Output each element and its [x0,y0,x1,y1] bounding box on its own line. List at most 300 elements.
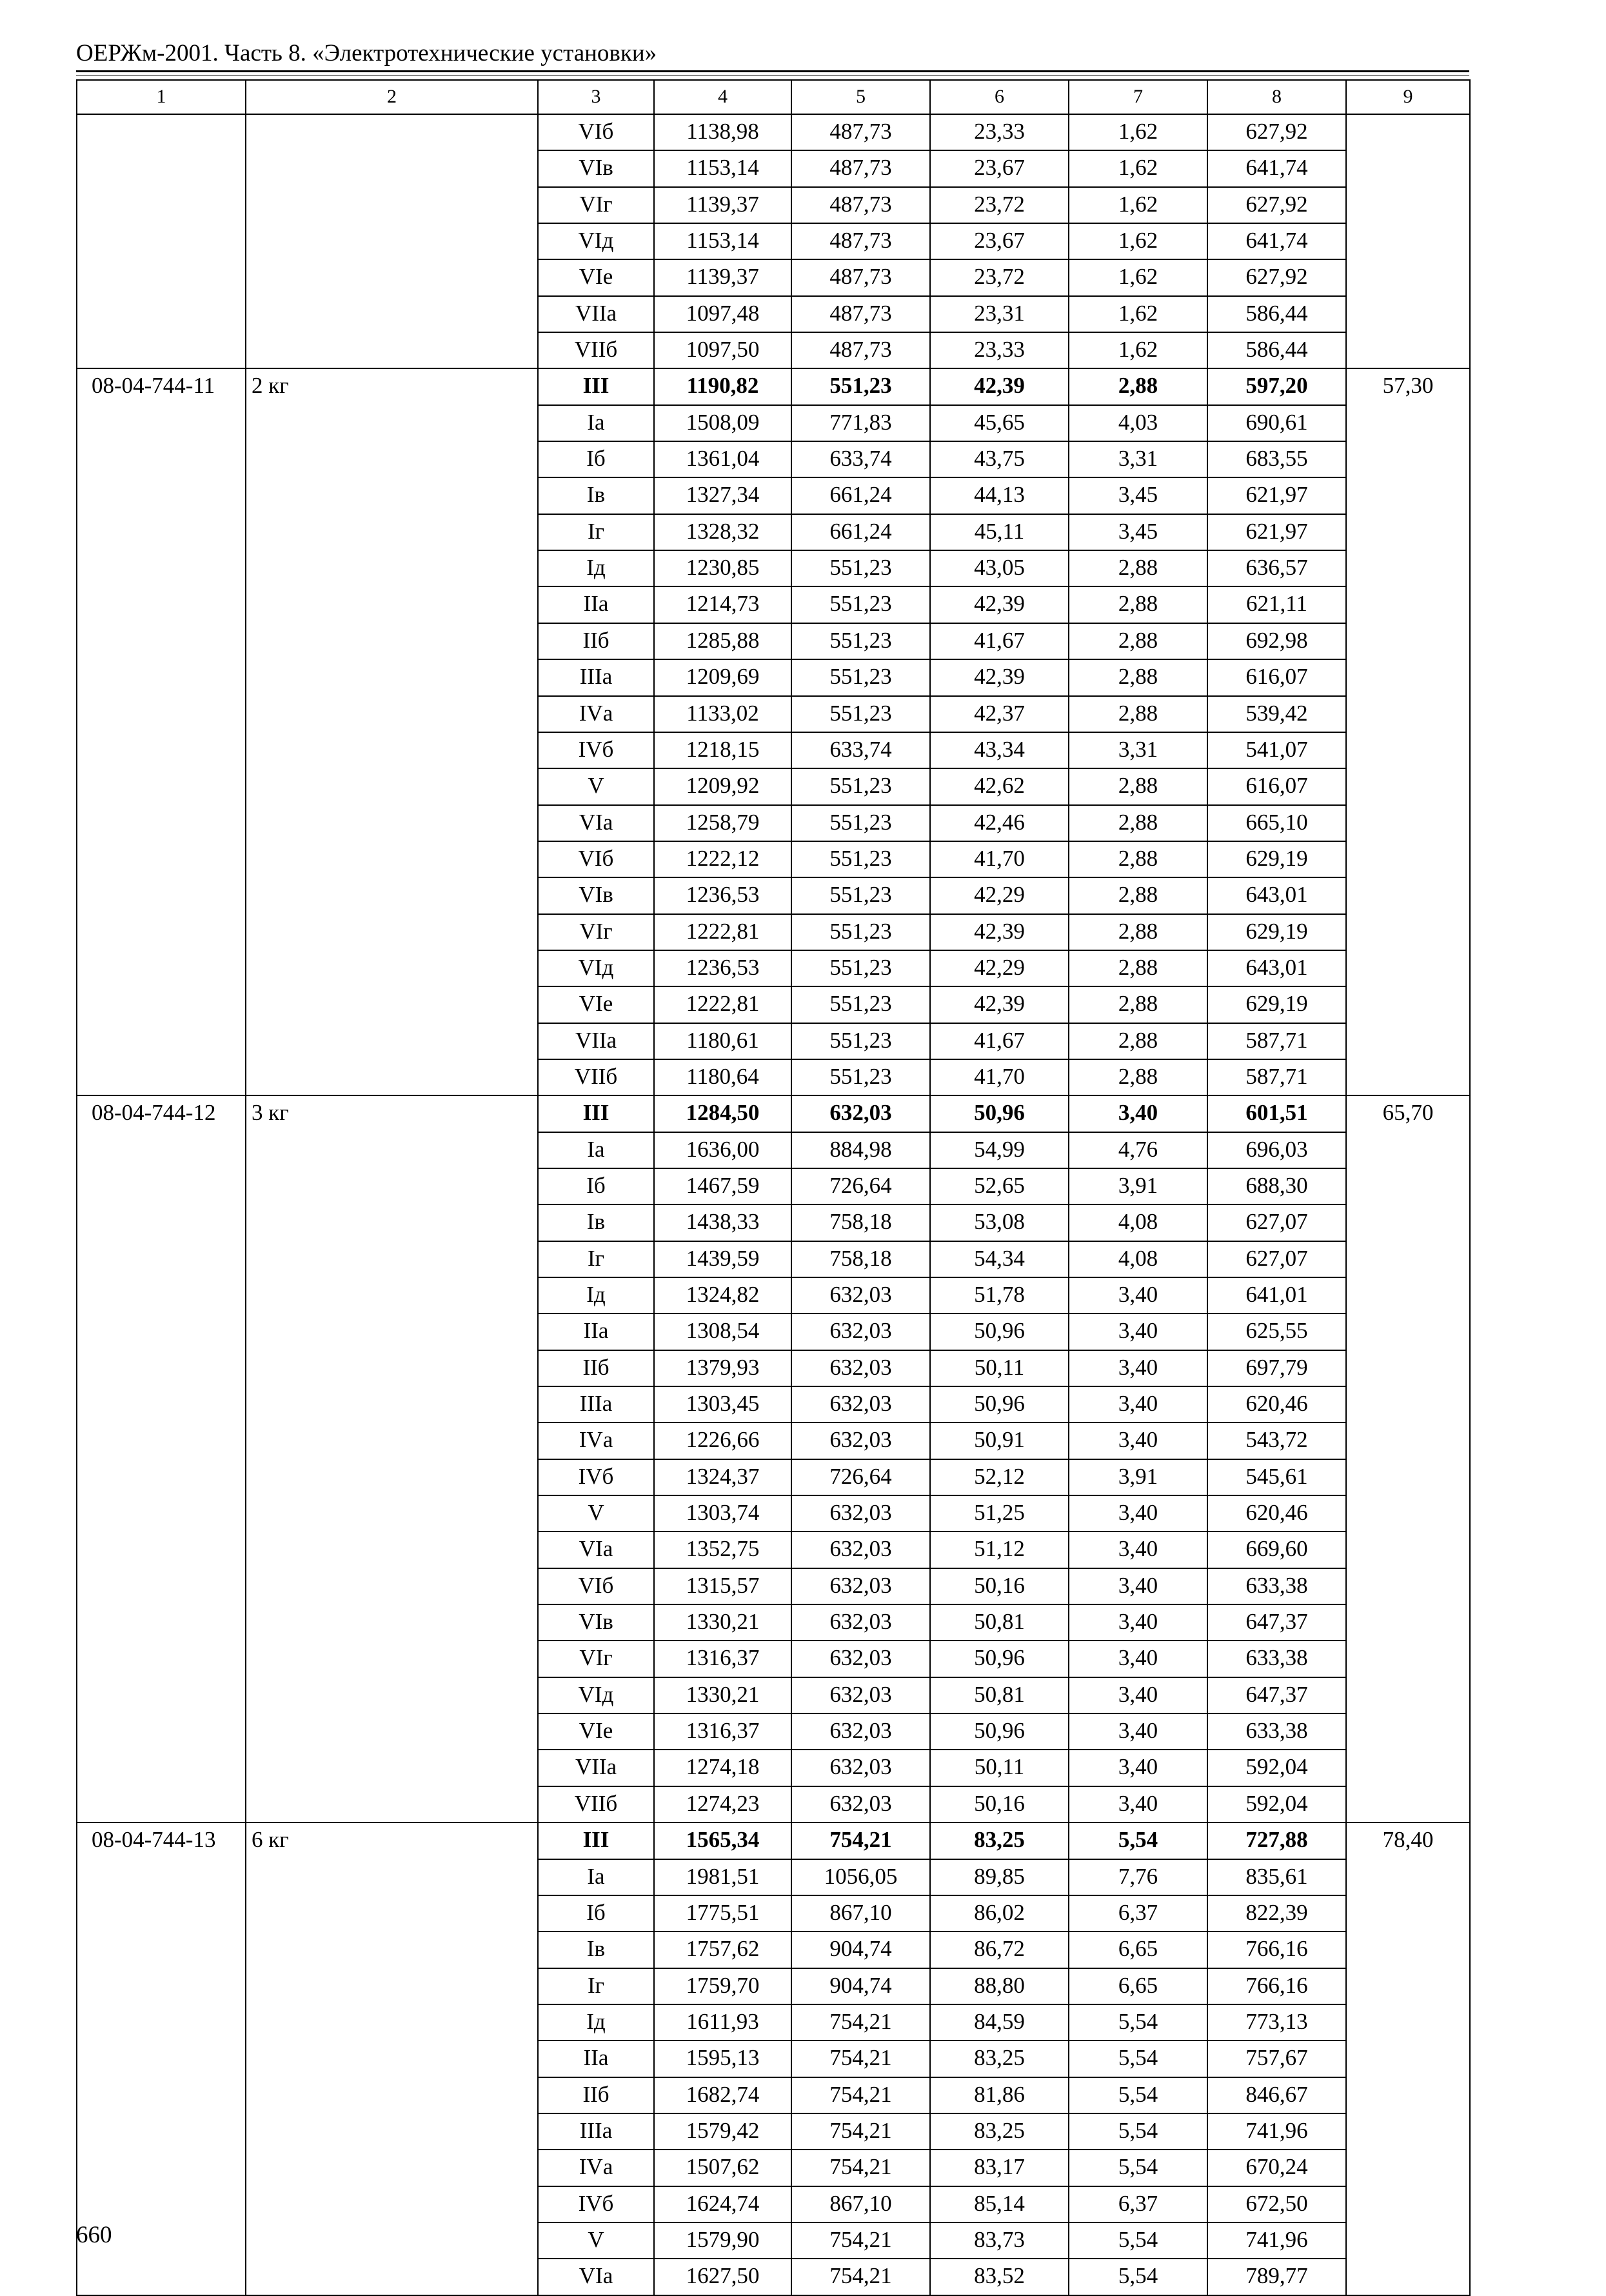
total-cost-cell: 1330,21 [654,1677,791,1713]
zone-cell: VIв [538,1604,654,1641]
total-cost-cell: 1236,53 [654,877,791,913]
extra-cost-cell [1346,2222,1470,2259]
machine-cost-cell: 23,67 [930,150,1069,186]
materials-cell: 586,44 [1207,332,1346,368]
code-cell [77,405,246,441]
zone-cell: IVб [538,2186,654,2222]
total-cost-cell: 1258,79 [654,805,791,841]
machine-cost-cell: 52,12 [930,1459,1069,1495]
machinist-wages-cell: 5,54 [1069,2077,1207,2113]
extra-cost-cell [1346,1786,1470,1822]
zone-cell: VIд [538,1677,654,1713]
table-row [77,1023,1470,1059]
wages-cell: 487,73 [791,259,930,295]
code-cell [77,1532,246,1568]
table-row [77,259,1470,295]
code-cell [77,259,246,295]
zone-cell: Iд [538,2004,654,2041]
wages-cell: 754,21 [791,2150,930,2186]
machine-cost-cell: 41,67 [930,623,1069,659]
wages-cell: 904,74 [791,1968,930,2004]
mass-cell [246,1059,538,1095]
machine-cost-cell: 50,81 [930,1677,1069,1713]
code-cell [77,586,246,623]
total-cost-cell: 1759,70 [654,1968,791,2004]
zone-cell: III [538,1822,654,1859]
materials-cell: 586,44 [1207,296,1346,332]
total-cost-cell: 1230,85 [654,550,791,586]
table-row [77,914,1470,950]
mass-cell [246,1313,538,1350]
code-cell [77,732,246,768]
table-row [77,841,1470,877]
wages-cell: 726,64 [791,1168,930,1204]
machinist-wages-cell: 2,88 [1069,659,1207,695]
table-row [77,1604,1470,1641]
extra-cost-cell [1346,1604,1470,1641]
extra-cost-cell [1346,659,1470,695]
total-cost-cell: 1379,93 [654,1350,791,1386]
machine-cost-cell: 51,78 [930,1277,1069,1313]
wages-cell: 633,74 [791,441,930,477]
materials-cell: 616,07 [1207,659,1346,695]
table-row [77,1532,1470,1568]
mass-cell [246,1677,538,1713]
total-cost-cell: 1133,02 [654,696,791,732]
wages-cell: 551,23 [791,1023,930,1059]
total-cost-cell: 1209,69 [654,659,791,695]
machine-cost-cell: 23,72 [930,187,1069,223]
machine-cost-cell: 83,25 [930,2113,1069,2150]
mass-cell [246,805,538,841]
table-row [77,2041,1470,2077]
machinist-wages-cell: 5,54 [1069,2041,1207,2077]
table-row [77,1641,1470,1677]
mass-cell [246,150,538,186]
materials-cell: 597,20 [1207,368,1346,404]
mass-cell [246,914,538,950]
materials-cell: 647,37 [1207,1604,1346,1641]
mass-cell [246,1895,538,1932]
materials-cell: 620,46 [1207,1495,1346,1532]
table-row [77,2004,1470,2041]
extra-cost-cell [1346,514,1470,550]
zone-cell: VIа [538,1532,654,1568]
total-cost-cell: 1303,74 [654,1495,791,1532]
materials-cell: 789,77 [1207,2259,1346,2295]
materials-cell: 627,07 [1207,1241,1346,1277]
mass-cell [246,950,538,986]
extra-cost-cell [1346,877,1470,913]
zone-cell: IIIа [538,659,654,695]
zone-cell: IVб [538,1459,654,1495]
machinist-wages-cell: 3,40 [1069,1095,1207,1132]
machinist-wages-cell: 2,88 [1069,1023,1207,1059]
wages-cell: 551,23 [791,550,930,586]
zone-cell: VIв [538,150,654,186]
wages-cell: 632,03 [791,1750,930,1786]
machine-cost-cell: 86,72 [930,1932,1069,1968]
extra-cost-cell [1346,1350,1470,1386]
document-title: ОЕРЖм-2001. Часть 8. «Электротехнические установки» [76,40,657,66]
code-cell [77,441,246,477]
code-cell [77,514,246,550]
mass-cell [246,1604,538,1641]
extra-cost-cell [1346,296,1470,332]
total-cost-cell: 1324,82 [654,1277,791,1313]
materials-cell: 636,57 [1207,550,1346,586]
total-cost-cell: 1139,37 [654,259,791,295]
materials-cell: 643,01 [1207,950,1346,986]
code-cell [77,1023,246,1059]
table-row [77,405,1470,441]
materials-cell: 629,19 [1207,841,1346,877]
code-cell [77,1859,246,1895]
machinist-wages-cell: 3,40 [1069,1277,1207,1313]
materials-cell: 690,61 [1207,405,1346,441]
wages-cell: 726,64 [791,1459,930,1495]
materials-cell: 643,01 [1207,877,1346,913]
table-row [77,1095,1470,1132]
materials-cell: 627,92 [1207,259,1346,295]
code-cell [77,1350,246,1386]
table-row [77,441,1470,477]
zone-cell: VIе [538,259,654,295]
code-cell [77,332,246,368]
machine-cost-cell: 50,96 [930,1386,1069,1423]
code-cell [77,1604,246,1641]
total-cost-cell: 1361,04 [654,441,791,477]
materials-cell: 697,79 [1207,1350,1346,1386]
machine-cost-cell: 43,05 [930,550,1069,586]
code-cell [77,1132,246,1168]
machine-cost-cell: 50,16 [930,1786,1069,1822]
wages-cell: 551,23 [791,914,930,950]
extra-cost-cell [1346,586,1470,623]
machinist-wages-cell: 3,31 [1069,732,1207,768]
materials-cell: 621,11 [1207,586,1346,623]
machinist-wages-cell: 3,40 [1069,1568,1207,1604]
zone-cell: Iв [538,1204,654,1241]
materials-cell: 822,39 [1207,1895,1346,1932]
mass-cell [246,1532,538,1568]
machinist-wages-cell: 2,88 [1069,768,1207,804]
price-table [76,79,1471,2296]
extra-cost-cell [1346,2150,1470,2186]
table-row [77,332,1470,368]
materials-cell: 627,92 [1207,114,1346,150]
zone-cell: IIа [538,1313,654,1350]
zone-cell: IIб [538,2077,654,2113]
machinist-wages-cell: 2,88 [1069,586,1207,623]
table-row [77,2222,1470,2259]
machinist-wages-cell: 3,40 [1069,1423,1207,1459]
materials-cell: 846,67 [1207,2077,1346,2113]
machinist-wages-cell: 6,37 [1069,1895,1207,1932]
wages-cell: 487,73 [791,114,930,150]
machinist-wages-cell: 5,54 [1069,2150,1207,2186]
table-row [77,623,1470,659]
machine-cost-cell: 86,02 [930,1895,1069,1932]
table-row [77,805,1470,841]
machinist-wages-cell: 3,45 [1069,514,1207,550]
total-cost-cell: 1579,90 [654,2222,791,2259]
mass-cell [246,1568,538,1604]
total-cost-cell: 1153,14 [654,223,791,259]
table-row [77,1423,1470,1459]
table-row [77,986,1470,1023]
zone-cell: Iа [538,405,654,441]
machinist-wages-cell: 1,62 [1069,187,1207,223]
total-cost-cell: 1565,34 [654,1822,791,1859]
machinist-wages-cell: 1,62 [1069,150,1207,186]
machinist-wages-cell: 3,40 [1069,1750,1207,1786]
wages-cell: 632,03 [791,1095,930,1132]
extra-cost-cell [1346,1641,1470,1677]
zone-cell: V [538,2222,654,2259]
code-cell [77,986,246,1023]
total-cost-cell: 1190,82 [654,368,791,404]
total-cost-cell: 1508,09 [654,405,791,441]
materials-cell: 620,46 [1207,1386,1346,1423]
table-row [77,187,1470,223]
wages-cell: 632,03 [791,1568,930,1604]
code-cell: 08-04-744-12 [77,1095,246,1132]
machine-cost-cell: 50,11 [930,1350,1069,1386]
machine-cost-cell: 23,33 [930,114,1069,150]
table-row [77,368,1470,404]
machinist-wages-cell: 4,08 [1069,1241,1207,1277]
machinist-wages-cell: 7,76 [1069,1859,1207,1895]
mass-cell [246,1132,538,1168]
mass-cell [246,659,538,695]
table-row [77,1786,1470,1822]
code-cell [77,1168,246,1204]
zone-cell: VIг [538,914,654,950]
total-cost-cell: 1180,64 [654,1059,791,1095]
total-cost-cell: 1274,23 [654,1786,791,1822]
extra-cost-cell [1346,259,1470,295]
zone-cell: IVа [538,696,654,732]
wages-cell: 551,23 [791,768,930,804]
machinist-wages-cell: 2,88 [1069,986,1207,1023]
table-row [77,1895,1470,1932]
table-row [77,2186,1470,2222]
total-cost-cell: 1757,62 [654,1932,791,1968]
total-cost-cell: 1222,81 [654,986,791,1023]
total-cost-cell: 1214,73 [654,586,791,623]
extra-cost-cell [1346,550,1470,586]
materials-cell: 621,97 [1207,477,1346,514]
machinist-wages-cell: 3,40 [1069,1713,1207,1750]
extra-cost-cell [1346,1132,1470,1168]
extra-cost-cell [1346,1859,1470,1895]
wages-cell: 551,23 [791,950,930,986]
wages-cell: 551,23 [791,805,930,841]
wages-cell: 551,23 [791,659,930,695]
machine-cost-cell: 83,17 [930,2150,1069,2186]
machinist-wages-cell: 2,88 [1069,877,1207,913]
zone-cell: Iб [538,1168,654,1204]
column-number-cell: 4 [654,80,791,114]
mass-cell [246,877,538,913]
total-cost-cell: 1330,21 [654,1604,791,1641]
machine-cost-cell: 45,65 [930,405,1069,441]
machinist-wages-cell: 5,54 [1069,2004,1207,2041]
code-cell [77,1750,246,1786]
table-row [77,1968,1470,2004]
extra-cost-cell [1346,1241,1470,1277]
machinist-wages-cell: 1,62 [1069,223,1207,259]
machinist-wages-cell: 3,91 [1069,1459,1207,1495]
extra-cost-cell [1346,1313,1470,1350]
materials-cell: 633,38 [1207,1568,1346,1604]
machine-cost-cell: 50,81 [930,1604,1069,1641]
machinist-wages-cell: 2,88 [1069,1059,1207,1095]
extra-cost-cell: 65,70 [1346,1095,1470,1132]
page-number: 660 [76,2222,112,2248]
code-cell [77,768,246,804]
code-cell [77,1713,246,1750]
materials-cell: 665,10 [1207,805,1346,841]
machine-cost-cell: 42,39 [930,586,1069,623]
code-cell [77,550,246,586]
machinist-wages-cell: 6,65 [1069,1932,1207,1968]
zone-cell: IVб [538,732,654,768]
extra-cost-cell [1346,441,1470,477]
table-row [77,1386,1470,1423]
wages-cell: 867,10 [791,2186,930,2222]
machine-cost-cell: 42,62 [930,768,1069,804]
total-cost-cell: 1438,33 [654,1204,791,1241]
code-cell [77,1423,246,1459]
extra-cost-cell [1346,1495,1470,1532]
total-cost-cell: 1627,50 [654,2259,791,2295]
zone-cell: IIб [538,1350,654,1386]
wages-cell: 551,23 [791,696,930,732]
table-row [77,1713,1470,1750]
code-cell [77,223,246,259]
table-row [77,550,1470,586]
code-cell [77,696,246,732]
mass-cell: 6 кг [246,1822,538,1859]
table-row [77,1822,1470,1859]
total-cost-cell: 1352,75 [654,1532,791,1568]
mass-cell [246,477,538,514]
mass-cell [246,296,538,332]
machine-cost-cell: 42,39 [930,986,1069,1023]
total-cost-cell: 1274,18 [654,1750,791,1786]
extra-cost-cell [1346,805,1470,841]
extra-cost-cell [1346,1423,1470,1459]
code-cell [77,877,246,913]
extra-cost-cell [1346,2186,1470,2222]
column-number-cell: 7 [1069,80,1207,114]
wages-cell: 632,03 [791,1495,930,1532]
table-row [77,659,1470,695]
machine-cost-cell: 42,39 [930,659,1069,695]
zone-cell: Iб [538,441,654,477]
machine-cost-cell: 50,96 [930,1095,1069,1132]
table-row [77,2150,1470,2186]
materials-cell: 741,96 [1207,2113,1346,2150]
machine-cost-cell: 42,39 [930,914,1069,950]
mass-cell [246,623,538,659]
machine-cost-cell: 52,65 [930,1168,1069,1204]
mass-cell [246,1495,538,1532]
machine-cost-cell: 51,12 [930,1532,1069,1568]
mass-cell [246,405,538,441]
code-cell [77,1568,246,1604]
column-number-cell: 8 [1207,80,1346,114]
zone-cell: IVа [538,1423,654,1459]
machine-cost-cell: 89,85 [930,1859,1069,1895]
machinist-wages-cell: 1,62 [1069,114,1207,150]
wages-cell: 661,24 [791,514,930,550]
code-cell: 08-04-744-13 [77,1822,246,1859]
code-cell [77,296,246,332]
materials-cell: 629,19 [1207,986,1346,1023]
zone-cell: III [538,368,654,404]
machine-cost-cell: 53,08 [930,1204,1069,1241]
materials-cell: 647,37 [1207,1677,1346,1713]
zone-cell: VIIа [538,296,654,332]
table-row [77,732,1470,768]
wages-cell: 632,03 [791,1532,930,1568]
machine-cost-cell: 43,75 [930,441,1069,477]
mass-cell [246,2222,538,2259]
zone-cell: VIIб [538,1059,654,1095]
mass-cell [246,1204,538,1241]
wages-cell: 551,23 [791,1059,930,1095]
extra-cost-cell [1346,696,1470,732]
wages-cell: 884,98 [791,1132,930,1168]
wages-cell: 487,73 [791,332,930,368]
code-cell [77,805,246,841]
total-cost-cell: 1308,54 [654,1313,791,1350]
wages-cell: 754,21 [791,2222,930,2259]
code-cell [77,2150,246,2186]
code-cell [77,1968,246,2004]
extra-cost-cell: 57,30 [1346,368,1470,404]
extra-cost-cell [1346,477,1470,514]
machinist-wages-cell: 2,88 [1069,914,1207,950]
table-row [77,1277,1470,1313]
machinist-wages-cell: 2,88 [1069,950,1207,986]
column-number-cell: 1 [77,80,246,114]
column-number-cell: 2 [246,80,538,114]
machinist-wages-cell: 3,40 [1069,1604,1207,1641]
machine-cost-cell: 54,99 [930,1132,1069,1168]
total-cost-cell: 1218,15 [654,732,791,768]
machine-cost-cell: 44,13 [930,477,1069,514]
wages-cell: 661,24 [791,477,930,514]
code-cell [77,1059,246,1095]
column-number-cell: 5 [791,80,930,114]
column-number-cell: 3 [538,80,654,114]
mass-cell [246,550,538,586]
wages-cell: 551,23 [791,586,930,623]
code-cell [77,1895,246,1932]
wages-cell: 632,03 [791,1713,930,1750]
zone-cell: V [538,1495,654,1532]
materials-cell: 601,51 [1207,1095,1346,1132]
machinist-wages-cell: 3,40 [1069,1495,1207,1532]
total-cost-cell: 1097,50 [654,332,791,368]
machine-cost-cell: 50,96 [930,1641,1069,1677]
materials-cell: 592,04 [1207,1750,1346,1786]
materials-cell: 641,74 [1207,223,1346,259]
